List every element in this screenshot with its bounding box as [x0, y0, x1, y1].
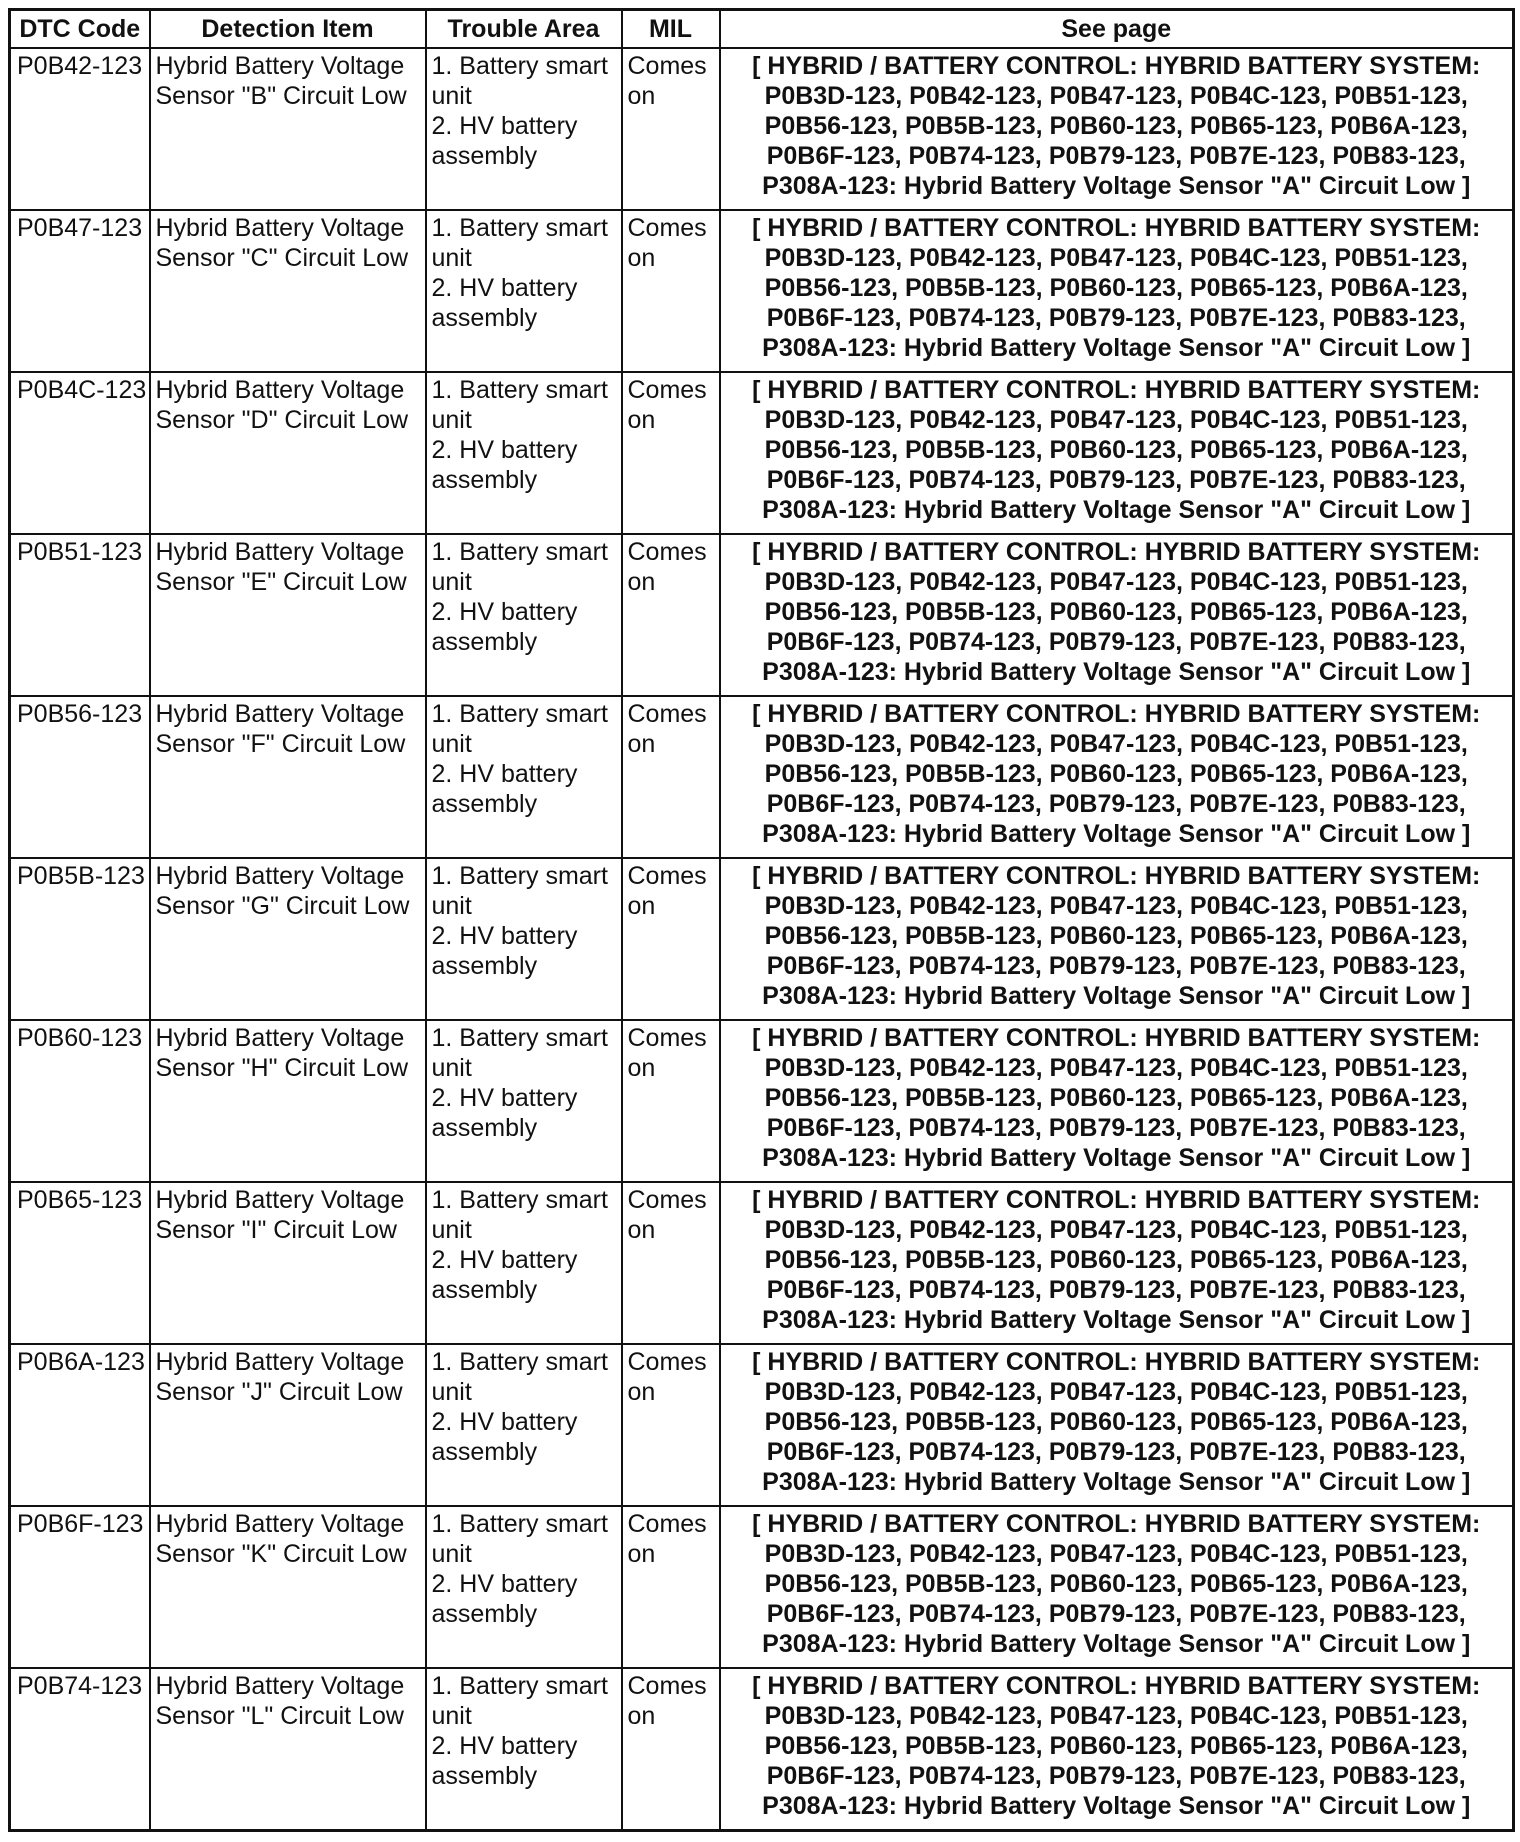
- header-row: [10, 10, 1514, 49]
- trouble-area-cell: [426, 1668, 622, 1830]
- trouble-area-cell: [426, 1344, 622, 1506]
- trouble-area-cell: [426, 48, 622, 210]
- table-row: [10, 1182, 1514, 1344]
- dtc-code-cell: P0B74-123: [10, 1668, 150, 1830]
- mil-cell: Comes on: [622, 696, 720, 858]
- see-page-reference[interactable]: [ HYBRID / BATTERY CONTROL: HYBRID BATTERY SYSTEM: P0B3D-123, P0B42-123, P0B47-123, P0B4C-123, P0B51-123, P0B56-123, P0B5B-123, P0B60-123, P0B65-123, P0B6A-123, P0B6F-123, P0B74-123, P0B79-123, P0B7E-123, P0B83-123, P308A-123: Hybrid Battery Voltage Sensor "A" Circuit Low ]: [720, 1668, 1514, 1830]
- see-page-reference[interactable]: [ HYBRID / BATTERY CONTROL: HYBRID BATTERY SYSTEM: P0B3D-123, P0B42-123, P0B47-123, P0B4C-123, P0B51-123, P0B56-123, P0B5B-123, P0B60-123, P0B65-123, P0B6A-123, P0B6F-123, P0B74-123, P0B79-123, P0B7E-123, P0B83-123, P308A-123: Hybrid Battery Voltage Sensor "A" Circuit Low ]: [720, 696, 1514, 858]
- table-row: [10, 48, 1514, 210]
- dtc-code-cell: P0B56-123: [10, 696, 150, 858]
- see-page-reference[interactable]: [ HYBRID / BATTERY CONTROL: HYBRID BATTERY SYSTEM: P0B3D-123, P0B42-123, P0B47-123, P0B4C-123, P0B51-123, P0B56-123, P0B5B-123, P0B60-123, P0B65-123, P0B6A-123, P0B6F-123, P0B74-123, P0B79-123, P0B7E-123, P0B83-123, P308A-123: Hybrid Battery Voltage Sensor "A" Circuit Low ]: [720, 1344, 1514, 1506]
- see-page-reference[interactable]: [ HYBRID / BATTERY CONTROL: HYBRID BATTERY SYSTEM: P0B3D-123, P0B42-123, P0B47-123, P0B4C-123, P0B51-123, P0B56-123, P0B5B-123, P0B60-123, P0B65-123, P0B6A-123, P0B6F-123, P0B74-123, P0B79-123, P0B7E-123, P0B83-123, P308A-123: Hybrid Battery Voltage Sensor "A" Circuit Low ]: [720, 1020, 1514, 1182]
- trouble-area-item: 1. Battery smart unit: [431, 376, 608, 434]
- table-row: [10, 696, 1514, 858]
- mil-cell: Comes on: [622, 1506, 720, 1668]
- detection-item-cell: Hybrid Battery Voltage Sensor "G" Circuit Low: [150, 858, 426, 1020]
- mil-cell: Comes on: [622, 372, 720, 534]
- detection-item-cell: Hybrid Battery Voltage Sensor "J" Circuit Low: [150, 1344, 426, 1506]
- trouble-area-cell: [426, 858, 622, 1020]
- table-row: [10, 372, 1514, 534]
- dtc-document: [8, 8, 1512, 1832]
- trouble-area-cell: [426, 534, 622, 696]
- header-see-page: See page: [720, 10, 1514, 49]
- trouble-area-item: 2. HV battery assembly: [431, 760, 578, 818]
- trouble-area-item: 1. Battery smart unit: [431, 538, 608, 596]
- table-row: [10, 1668, 1514, 1830]
- trouble-area-item: 2. HV battery assembly: [431, 274, 578, 332]
- mil-cell: Comes on: [622, 48, 720, 210]
- table-row: [10, 1020, 1514, 1182]
- trouble-area-cell: [426, 1020, 622, 1182]
- header-detection-item: Detection Item: [150, 10, 426, 49]
- see-page-reference[interactable]: [ HYBRID / BATTERY CONTROL: HYBRID BATTERY SYSTEM: P0B3D-123, P0B42-123, P0B47-123, P0B4C-123, P0B51-123, P0B56-123, P0B5B-123, P0B60-123, P0B65-123, P0B6A-123, P0B6F-123, P0B74-123, P0B79-123, P0B7E-123, P0B83-123, P308A-123: Hybrid Battery Voltage Sensor "A" Circuit Low ]: [720, 534, 1514, 696]
- dtc-code-cell: P0B5B-123: [10, 858, 150, 1020]
- mil-cell: Comes on: [622, 858, 720, 1020]
- trouble-area-item: 2. HV battery assembly: [431, 112, 578, 170]
- mil-cell: Comes on: [622, 1344, 720, 1506]
- trouble-area-item: 1. Battery smart unit: [431, 1348, 608, 1406]
- trouble-area-item: 2. HV battery assembly: [431, 922, 578, 980]
- detection-item-cell: Hybrid Battery Voltage Sensor "H" Circuit Low: [150, 1020, 426, 1182]
- detection-item-cell: Hybrid Battery Voltage Sensor "I" Circuit Low: [150, 1182, 426, 1344]
- see-page-reference[interactable]: [ HYBRID / BATTERY CONTROL: HYBRID BATTERY SYSTEM: P0B3D-123, P0B42-123, P0B47-123, P0B4C-123, P0B51-123, P0B56-123, P0B5B-123, P0B60-123, P0B65-123, P0B6A-123, P0B6F-123, P0B74-123, P0B79-123, P0B7E-123, P0B83-123, P308A-123: Hybrid Battery Voltage Sensor "A" Circuit Low ]: [720, 858, 1514, 1020]
- trouble-area-item: 1. Battery smart unit: [431, 214, 608, 272]
- table-row: [10, 1506, 1514, 1668]
- header-trouble-area: Trouble Area: [426, 10, 622, 49]
- trouble-area-item: 2. HV battery assembly: [431, 1084, 578, 1142]
- dtc-code-cell: P0B60-123: [10, 1020, 150, 1182]
- trouble-area-cell: [426, 696, 622, 858]
- mil-cell: Comes on: [622, 1182, 720, 1344]
- dtc-code-cell: P0B47-123: [10, 210, 150, 372]
- mil-cell: Comes on: [622, 1020, 720, 1182]
- dtc-code-cell: P0B6F-123: [10, 1506, 150, 1668]
- trouble-area-item: 1. Battery smart unit: [431, 700, 608, 758]
- detection-item-cell: Hybrid Battery Voltage Sensor "K" Circuit Low: [150, 1506, 426, 1668]
- trouble-area-item: 1. Battery smart unit: [431, 1672, 608, 1730]
- detection-item-cell: Hybrid Battery Voltage Sensor "F" Circuit Low: [150, 696, 426, 858]
- trouble-area-item: 2. HV battery assembly: [431, 436, 578, 494]
- trouble-area-item: 2. HV battery assembly: [431, 1732, 578, 1790]
- trouble-area-cell: [426, 210, 622, 372]
- trouble-area-cell: [426, 1182, 622, 1344]
- trouble-area-cell: [426, 1506, 622, 1668]
- dtc-code-cell: P0B51-123: [10, 534, 150, 696]
- see-page-reference[interactable]: [ HYBRID / BATTERY CONTROL: HYBRID BATTERY SYSTEM: P0B3D-123, P0B42-123, P0B47-123, P0B4C-123, P0B51-123, P0B56-123, P0B5B-123, P0B60-123, P0B65-123, P0B6A-123, P0B6F-123, P0B74-123, P0B79-123, P0B7E-123, P0B83-123, P308A-123: Hybrid Battery Voltage Sensor "A" Circuit Low ]: [720, 1182, 1514, 1344]
- trouble-area-item: 2. HV battery assembly: [431, 1408, 578, 1466]
- trouble-area-cell: [426, 372, 622, 534]
- see-page-reference[interactable]: [ HYBRID / BATTERY CONTROL: HYBRID BATTERY SYSTEM: P0B3D-123, P0B42-123, P0B47-123, P0B4C-123, P0B51-123, P0B56-123, P0B5B-123, P0B60-123, P0B65-123, P0B6A-123, P0B6F-123, P0B74-123, P0B79-123, P0B7E-123, P0B83-123, P308A-123: Hybrid Battery Voltage Sensor "A" Circuit Low ]: [720, 372, 1514, 534]
- trouble-area-item: 1. Battery smart unit: [431, 862, 608, 920]
- dtc-code-cell: P0B42-123: [10, 48, 150, 210]
- mil-cell: Comes on: [622, 534, 720, 696]
- header-mil: MIL: [622, 10, 720, 49]
- dtc-table: [8, 8, 1515, 1832]
- table-row: [10, 534, 1514, 696]
- mil-cell: Comes on: [622, 210, 720, 372]
- detection-item-cell: Hybrid Battery Voltage Sensor "D" Circuit Low: [150, 372, 426, 534]
- trouble-area-item: 2. HV battery assembly: [431, 598, 578, 656]
- table-header: [10, 10, 1514, 49]
- detection-item-cell: Hybrid Battery Voltage Sensor "B" Circuit Low: [150, 48, 426, 210]
- detection-item-cell: Hybrid Battery Voltage Sensor "E" Circuit Low: [150, 534, 426, 696]
- dtc-code-cell: P0B6A-123: [10, 1344, 150, 1506]
- mil-cell: Comes on: [622, 1668, 720, 1830]
- trouble-area-item: 2. HV battery assembly: [431, 1570, 578, 1628]
- table-row: [10, 210, 1514, 372]
- dtc-code-cell: P0B65-123: [10, 1182, 150, 1344]
- trouble-area-item: 1. Battery smart unit: [431, 1186, 608, 1244]
- see-page-reference[interactable]: [ HYBRID / BATTERY CONTROL: HYBRID BATTERY SYSTEM: P0B3D-123, P0B42-123, P0B47-123, P0B4C-123, P0B51-123, P0B56-123, P0B5B-123, P0B60-123, P0B65-123, P0B6A-123, P0B6F-123, P0B74-123, P0B79-123, P0B7E-123, P0B83-123, P308A-123: Hybrid Battery Voltage Sensor "A" Circuit Low ]: [720, 210, 1514, 372]
- table-row: [10, 1344, 1514, 1506]
- table-row: [10, 858, 1514, 1020]
- trouble-area-item: 1. Battery smart unit: [431, 52, 608, 110]
- dtc-code-cell: P0B4C-123: [10, 372, 150, 534]
- trouble-area-item: 1. Battery smart unit: [431, 1510, 608, 1568]
- detection-item-cell: Hybrid Battery Voltage Sensor "C" Circuit Low: [150, 210, 426, 372]
- see-page-reference[interactable]: [ HYBRID / BATTERY CONTROL: HYBRID BATTERY SYSTEM: P0B3D-123, P0B42-123, P0B47-123, P0B4C-123, P0B51-123, P0B56-123, P0B5B-123, P0B60-123, P0B65-123, P0B6A-123, P0B6F-123, P0B74-123, P0B79-123, P0B7E-123, P0B83-123, P308A-123: Hybrid Battery Voltage Sensor "A" Circuit Low ]: [720, 1506, 1514, 1668]
- detection-item-cell: Hybrid Battery Voltage Sensor "L" Circuit Low: [150, 1668, 426, 1830]
- see-page-reference[interactable]: [ HYBRID / BATTERY CONTROL: HYBRID BATTERY SYSTEM: P0B3D-123, P0B42-123, P0B47-123, P0B4C-123, P0B51-123, P0B56-123, P0B5B-123, P0B60-123, P0B65-123, P0B6A-123, P0B6F-123, P0B74-123, P0B79-123, P0B7E-123, P0B83-123, P308A-123: Hybrid Battery Voltage Sensor "A" Circuit Low ]: [720, 48, 1514, 210]
- trouble-area-item: 2. HV battery assembly: [431, 1246, 578, 1304]
- trouble-area-item: 1. Battery smart unit: [431, 1024, 608, 1082]
- header-dtc-code: DTC Code: [10, 10, 150, 49]
- table-body: [10, 48, 1514, 1830]
